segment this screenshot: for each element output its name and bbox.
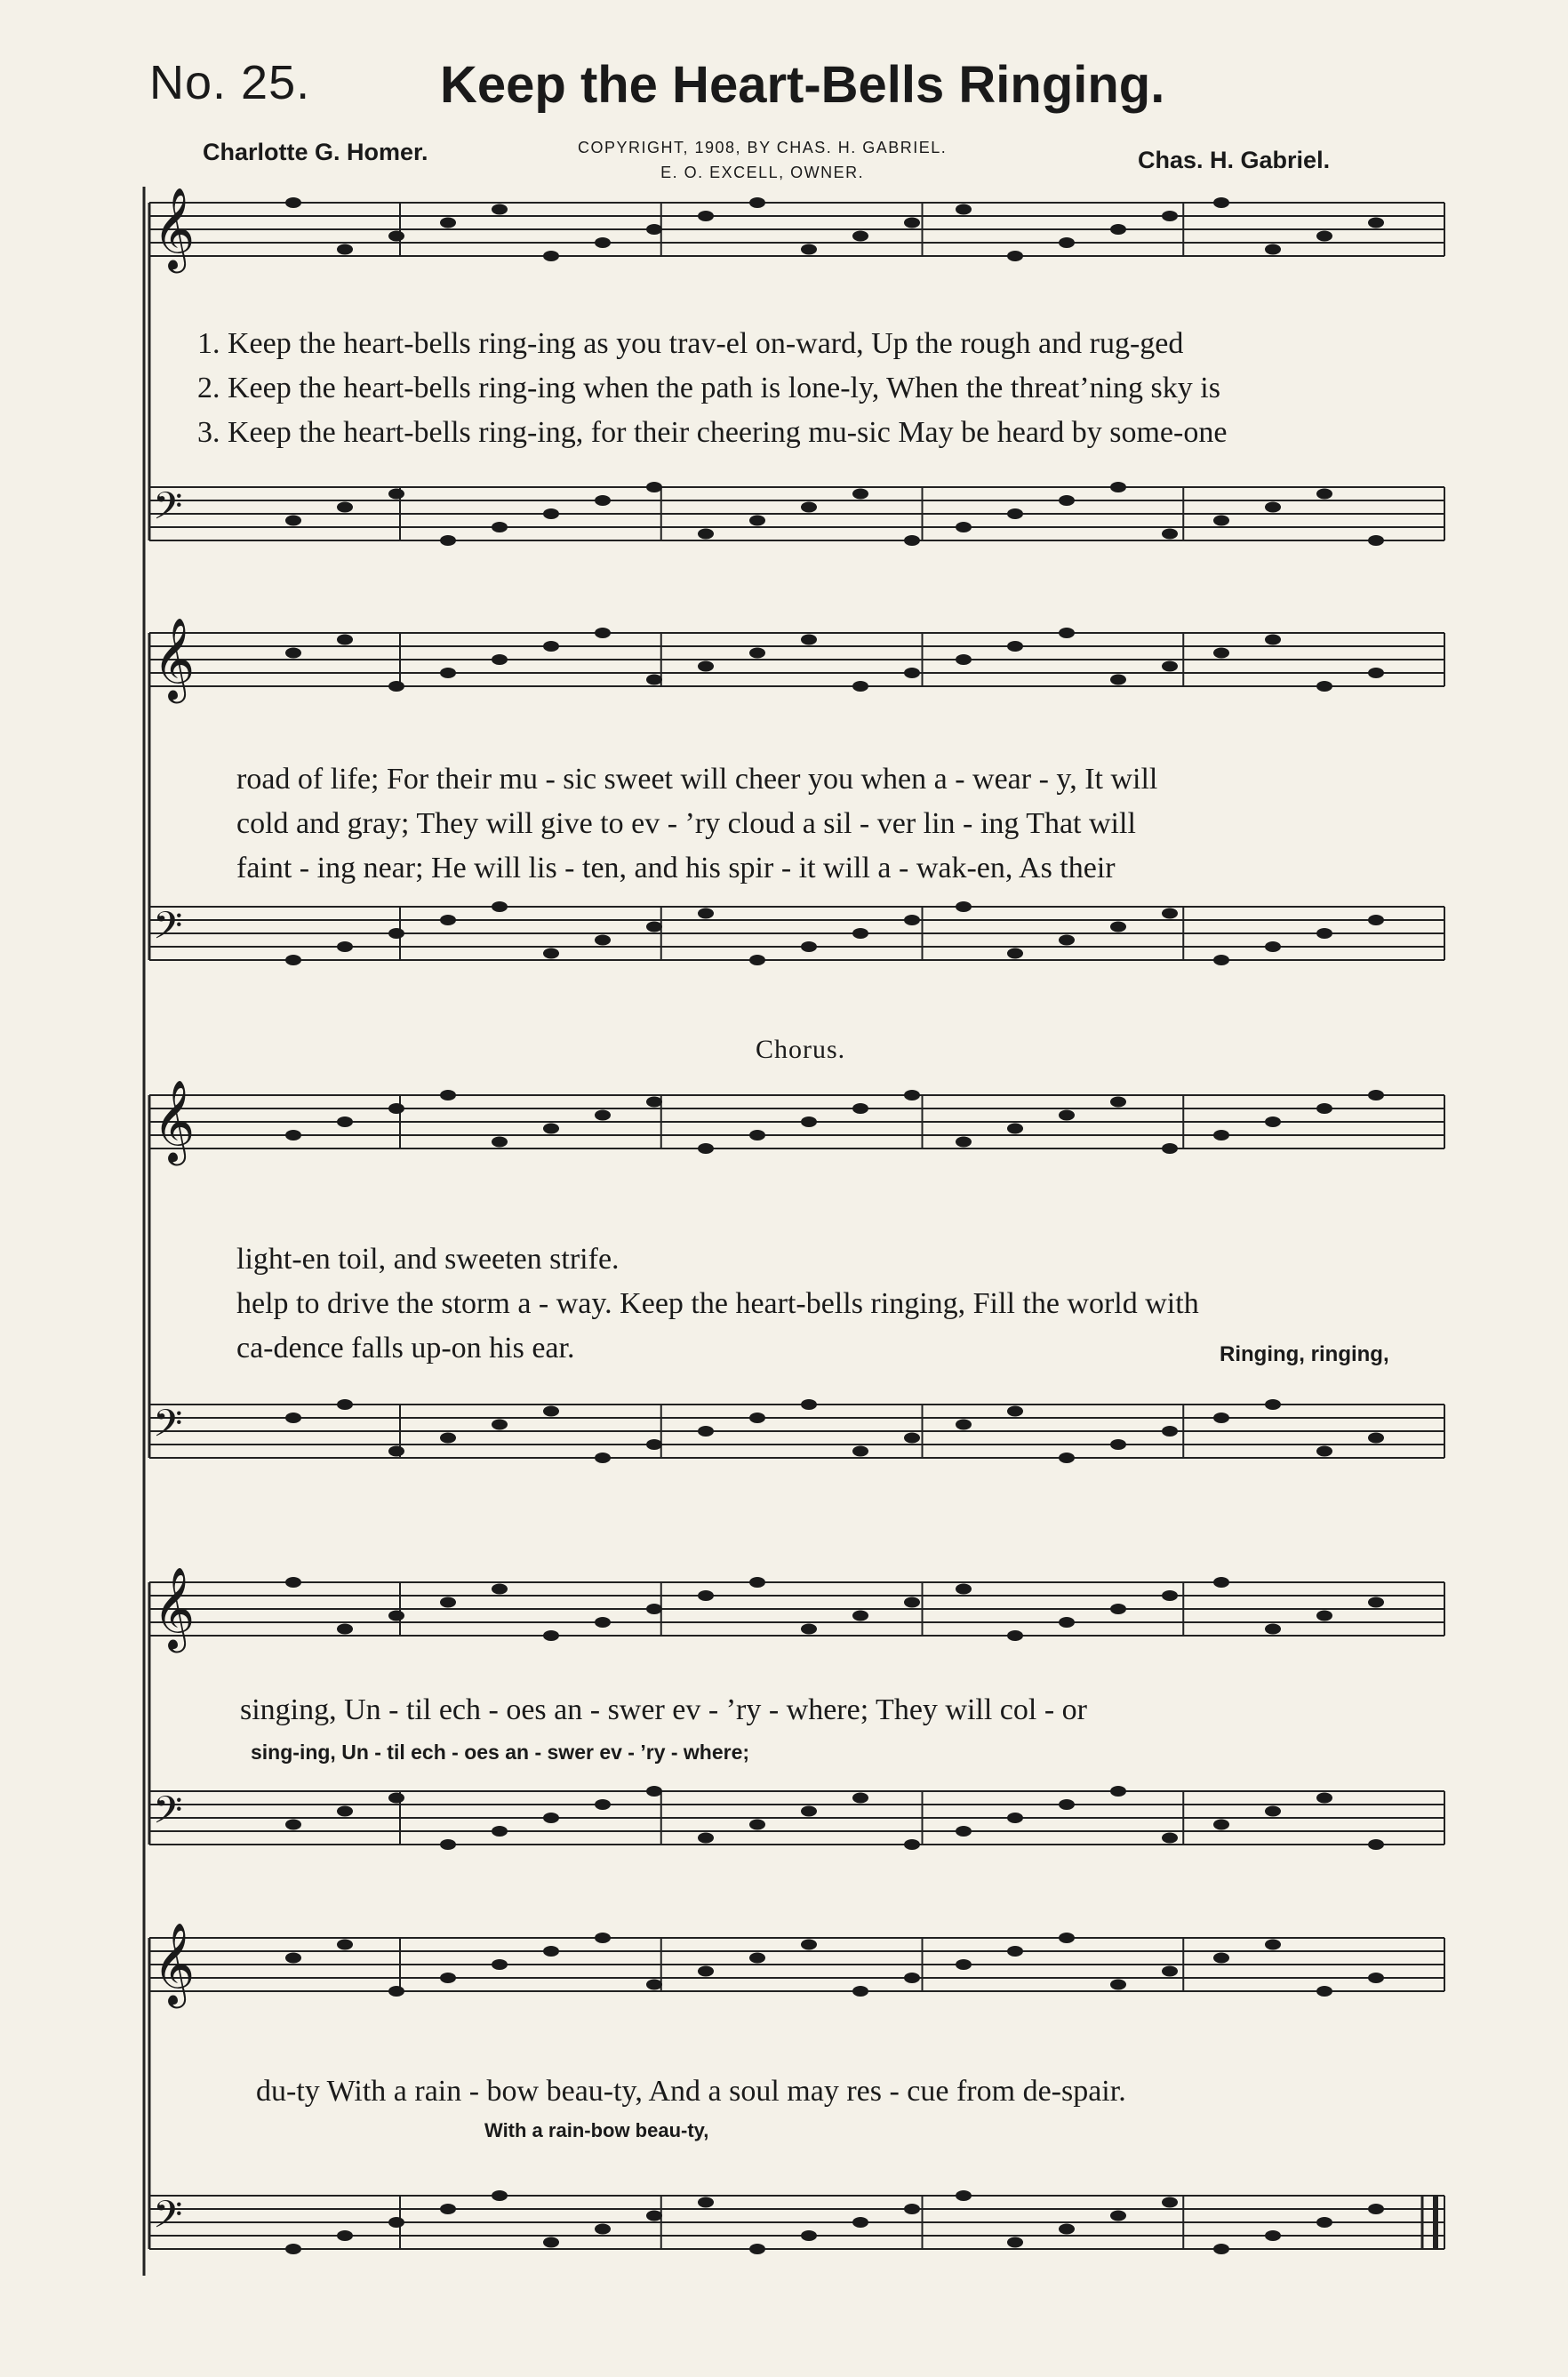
note-head — [956, 1584, 972, 1595]
note-head — [440, 218, 456, 228]
note-head — [646, 675, 662, 685]
note-head — [749, 1577, 765, 1588]
note-head — [749, 516, 765, 526]
note-head — [1007, 1124, 1023, 1134]
note-head — [595, 1453, 611, 1463]
note-head — [285, 197, 301, 208]
note-head — [337, 635, 353, 645]
note-head — [698, 908, 714, 919]
note-head — [492, 522, 508, 532]
note-head — [1007, 948, 1023, 959]
note-head — [1316, 1793, 1332, 1804]
note-head — [1316, 2217, 1332, 2228]
note-head — [388, 1611, 404, 1621]
note-head — [801, 1624, 817, 1635]
note-head — [1059, 1933, 1075, 1943]
note-head — [492, 1959, 508, 1970]
clef-glyph: 𝄢 — [153, 904, 183, 957]
note-head — [1368, 1839, 1384, 1850]
note-head — [543, 1406, 559, 1417]
note-head — [1368, 915, 1384, 925]
note-head — [492, 204, 508, 215]
note-head — [1213, 1130, 1229, 1140]
note-head — [749, 955, 765, 965]
note-head — [285, 516, 301, 526]
note-head — [543, 641, 559, 652]
note-head — [440, 535, 456, 546]
note-head — [388, 489, 404, 500]
note-head — [1213, 1953, 1229, 1964]
note-head — [1059, 2224, 1075, 2235]
note-head — [440, 2204, 456, 2214]
note-head — [1162, 1966, 1178, 1977]
note-head — [904, 1433, 920, 1444]
note-head — [1007, 1946, 1023, 1957]
note-head — [1110, 922, 1126, 932]
note-head — [1265, 941, 1281, 952]
note-head — [1110, 224, 1126, 235]
note-head — [852, 231, 868, 242]
note-head — [543, 2237, 559, 2248]
clef-glyph: 𝄢 — [153, 2193, 183, 2246]
note-head — [646, 2211, 662, 2221]
note-head — [492, 654, 508, 665]
lyric-verse3-line1: 3. Keep the heart-bells ring-ing, for their cheering mu-sic May be heard by some-one — [197, 416, 1228, 449]
note-head — [1368, 218, 1384, 228]
note-head — [440, 1433, 456, 1444]
note-head — [801, 244, 817, 255]
note-head — [904, 915, 920, 925]
note-head — [1162, 211, 1178, 221]
note-head — [440, 1973, 456, 1983]
clef-glyph: 𝄞 — [153, 1566, 196, 1649]
note-head — [388, 1103, 404, 1114]
note-head — [1368, 1597, 1384, 1608]
note-head — [904, 535, 920, 546]
chorus-label: Chorus. — [756, 1035, 846, 1064]
note-head — [1265, 502, 1281, 513]
hymn-title: Keep the Heart-Bells Ringing. — [440, 56, 1165, 114]
note-head — [904, 1090, 920, 1100]
note-head — [801, 1940, 817, 1950]
note-head — [852, 489, 868, 500]
echo-lyric-rainbow: With a rain-bow beau-ty, — [484, 2119, 709, 2141]
note-head — [492, 1420, 508, 1430]
note-head — [388, 2217, 404, 2228]
note-head — [543, 251, 559, 261]
note-head — [440, 1839, 456, 1850]
note-head — [646, 922, 662, 932]
note-head — [956, 901, 972, 912]
note-head — [595, 628, 611, 638]
note-head — [543, 1124, 559, 1134]
note-head — [1059, 1799, 1075, 1810]
note-head — [698, 661, 714, 672]
note-head — [1110, 675, 1126, 685]
lyric-verse3-line2: faint - ing near; He will lis - ten, and his spir - it will a - wak-en, As their — [236, 852, 1116, 884]
echo-lyric-singing: sing-ing, Un - til ech - oes an - swer ev - ’ry - where; — [251, 1741, 750, 1764]
note-head — [956, 522, 972, 532]
note-head — [492, 1137, 508, 1148]
note-head — [1059, 237, 1075, 248]
note-head — [337, 502, 353, 513]
note-head — [285, 1130, 301, 1140]
note-head — [492, 2190, 508, 2201]
note-head — [1110, 2211, 1126, 2221]
note-head — [595, 1799, 611, 1810]
clef-glyph: 𝄢 — [153, 484, 183, 538]
lyricist: Charlotte G. Homer. — [203, 139, 428, 165]
note-head — [337, 244, 353, 255]
note-head — [852, 1986, 868, 1997]
note-head — [1368, 1090, 1384, 1100]
note-head — [1368, 668, 1384, 678]
note-head — [285, 1413, 301, 1423]
note-head — [1110, 482, 1126, 492]
note-head — [801, 1806, 817, 1817]
note-head — [1213, 955, 1229, 965]
note-head — [1007, 2237, 1023, 2248]
note-head — [698, 1426, 714, 1437]
note-head — [285, 1820, 301, 1830]
clef-glyph: 𝄞 — [153, 617, 196, 700]
note-head — [1007, 1813, 1023, 1823]
note-head — [1162, 1426, 1178, 1437]
note-head — [1368, 1973, 1384, 1983]
note-head — [1110, 1604, 1126, 1614]
note-head — [749, 648, 765, 659]
note-head — [904, 1839, 920, 1850]
note-head — [595, 2224, 611, 2235]
note-head — [285, 648, 301, 659]
note-head — [904, 2204, 920, 2214]
lyric-verse3-line3: ca-dence falls up-on his ear. — [236, 1332, 575, 1365]
note-head — [749, 197, 765, 208]
clef-glyph: 𝄢 — [153, 1789, 183, 1842]
note-head — [1213, 648, 1229, 659]
note-head — [749, 1130, 765, 1140]
note-head — [1265, 1399, 1281, 1410]
note-head — [646, 1097, 662, 1108]
note-head — [956, 1959, 972, 1970]
note-head — [595, 495, 611, 506]
note-head — [1007, 641, 1023, 652]
lyric-chorus-line3: du-ty With a rain - bow beau-ty, And a soul may res - cue from de-spair. — [256, 2075, 1126, 2108]
note-head — [801, 1399, 817, 1410]
note-head — [1316, 1986, 1332, 1997]
lyric-verse1-line1: 1. Keep the heart-bells ring-ing as you trav-el on-ward, Up the rough and rug-ged — [197, 327, 1184, 360]
note-head — [1213, 1820, 1229, 1830]
note-head — [1368, 1433, 1384, 1444]
note-head — [388, 1986, 404, 1997]
clef-glyph: 𝄢 — [153, 1402, 183, 1455]
note-head — [749, 1953, 765, 1964]
note-head — [337, 1624, 353, 1635]
note-head — [543, 1946, 559, 1957]
note-head — [1316, 928, 1332, 939]
note-head — [852, 928, 868, 939]
note-head — [956, 1826, 972, 1837]
lyric-verse2-line1: 2. Keep the heart-bells ring-ing when the path is lone-ly, When the threat’ning sky is — [197, 372, 1220, 404]
note-head — [904, 1597, 920, 1608]
note-head — [1110, 1097, 1126, 1108]
note-head — [492, 901, 508, 912]
note-head — [852, 1611, 868, 1621]
note-head — [1059, 1453, 1075, 1463]
note-head — [595, 935, 611, 946]
note-head — [698, 1833, 714, 1844]
lyric-verse2-line3: help to drive the storm a - way. Keep the heart-bells ringing, Fill the world with — [236, 1287, 1199, 1320]
note-head — [595, 1617, 611, 1628]
lyric-verse2-line2: cold and gray; They will give to ev - ’ry cloud a sil - ver lin - ing That will — [236, 807, 1136, 840]
note-head — [749, 2244, 765, 2254]
note-head — [852, 2217, 868, 2228]
note-head — [492, 1584, 508, 1595]
note-head — [698, 2197, 714, 2208]
note-head — [956, 1420, 972, 1430]
note-head — [852, 1103, 868, 1114]
note-head — [1265, 1624, 1281, 1635]
note-head — [1213, 2244, 1229, 2254]
note-head — [801, 941, 817, 952]
note-head — [1059, 628, 1075, 638]
note-head — [1162, 908, 1178, 919]
lyric-verse1-line3: light-en toil, and sweeten strife. — [236, 1243, 620, 1276]
note-head — [440, 668, 456, 678]
note-head — [646, 1980, 662, 1990]
note-head — [1368, 2204, 1384, 2214]
note-head — [1007, 1630, 1023, 1641]
note-head — [956, 204, 972, 215]
note-head — [1213, 1413, 1229, 1423]
note-head — [1316, 681, 1332, 692]
note-head — [1059, 1110, 1075, 1121]
note-head — [852, 1793, 868, 1804]
note-head — [337, 1116, 353, 1127]
note-head — [646, 224, 662, 235]
note-head — [1265, 1116, 1281, 1127]
note-head — [749, 1820, 765, 1830]
note-head — [285, 1577, 301, 1588]
note-head — [388, 1446, 404, 1457]
note-head — [1007, 251, 1023, 261]
note-head — [749, 1413, 765, 1423]
note-head — [440, 1090, 456, 1100]
note-head — [1265, 635, 1281, 645]
note-head — [1316, 489, 1332, 500]
note-head — [1007, 1406, 1023, 1417]
note-head — [595, 1110, 611, 1121]
note-head — [543, 508, 559, 519]
note-head — [1213, 516, 1229, 526]
note-head — [646, 1604, 662, 1614]
note-head — [801, 1116, 817, 1127]
note-head — [698, 211, 714, 221]
note-head — [285, 2244, 301, 2254]
clef-glyph: 𝄞 — [153, 187, 196, 269]
note-head — [801, 635, 817, 645]
note-head — [543, 948, 559, 959]
note-head — [388, 928, 404, 939]
note-head — [337, 2230, 353, 2241]
note-head — [285, 955, 301, 965]
note-head — [1316, 1103, 1332, 1114]
note-head — [956, 1137, 972, 1148]
note-head — [1265, 2230, 1281, 2241]
note-head — [1316, 1611, 1332, 1621]
note-head — [1213, 1577, 1229, 1588]
note-head — [904, 218, 920, 228]
owner-line: E. O. EXCELL, OWNER. — [660, 164, 865, 181]
note-head — [1162, 661, 1178, 672]
note-head — [1059, 935, 1075, 946]
clef-glyph: 𝄞 — [153, 1922, 196, 2005]
note-head — [285, 1953, 301, 1964]
note-head — [646, 1786, 662, 1797]
note-head — [1316, 231, 1332, 242]
note-head — [1162, 1833, 1178, 1844]
echo-lyric-ringing: Ringing, ringing, — [1220, 1342, 1389, 1366]
lyric-verse1-line2: road of life; For their mu - sic sweet will cheer you when a - wear - y, It will — [236, 763, 1158, 796]
note-head — [388, 231, 404, 242]
note-head — [1265, 244, 1281, 255]
note-head — [1162, 1590, 1178, 1601]
note-head — [388, 681, 404, 692]
note-head — [698, 1966, 714, 1977]
note-head — [337, 1399, 353, 1410]
note-head — [337, 941, 353, 952]
note-head — [646, 482, 662, 492]
copyright-line: COPYRIGHT, 1908, BY CHAS. H. GABRIEL. — [578, 139, 948, 156]
note-head — [698, 529, 714, 540]
lyric-chorus-line2: singing, Un - til ech - oes an - swer ev - ’ry - where; They will col - or — [240, 1693, 1087, 1726]
note-head — [543, 1630, 559, 1641]
note-head — [1110, 1980, 1126, 1990]
note-head — [1316, 1446, 1332, 1457]
note-head — [904, 668, 920, 678]
note-head — [646, 1439, 662, 1450]
note-head — [1162, 2197, 1178, 2208]
note-head — [1059, 1617, 1075, 1628]
note-head — [1059, 495, 1075, 506]
note-head — [1110, 1786, 1126, 1797]
note-head — [543, 1813, 559, 1823]
note-head — [595, 1933, 611, 1943]
note-head — [1162, 1143, 1178, 1154]
note-head — [698, 1143, 714, 1154]
note-head — [1265, 1940, 1281, 1950]
note-head — [492, 1826, 508, 1837]
note-head — [852, 681, 868, 692]
note-head — [337, 1940, 353, 1950]
note-head — [1368, 535, 1384, 546]
note-head — [1162, 529, 1178, 540]
note-head — [956, 654, 972, 665]
note-head — [440, 915, 456, 925]
note-head — [440, 1597, 456, 1608]
clef-glyph: 𝄞 — [153, 1079, 196, 1162]
note-head — [904, 1973, 920, 1983]
note-head — [698, 1590, 714, 1601]
note-head — [801, 2230, 817, 2241]
composer: Chas. H. Gabriel. — [1138, 147, 1331, 173]
note-head — [595, 237, 611, 248]
note-head — [1110, 1439, 1126, 1450]
note-head — [1213, 197, 1229, 208]
hymn-number: No. 25. — [149, 56, 311, 109]
note-head — [956, 2190, 972, 2201]
note-head — [337, 1806, 353, 1817]
note-head — [1265, 1806, 1281, 1817]
note-head — [852, 1446, 868, 1457]
note-head — [388, 1793, 404, 1804]
note-head — [1007, 508, 1023, 519]
note-head — [801, 502, 817, 513]
